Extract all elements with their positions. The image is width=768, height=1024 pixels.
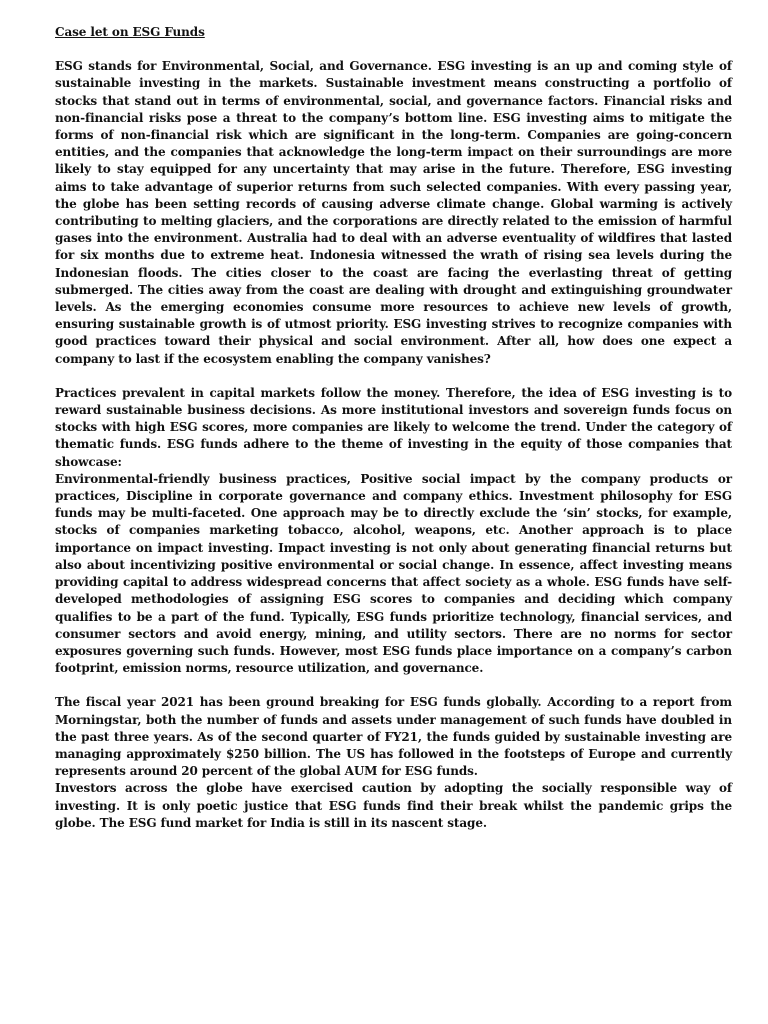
document-page xyxy=(55,24,732,832)
paragraph-esg-intro: ESG stands for Environmental, Social, and Governance. ESG investing is an up and coming style of sustainable investing in the markets. Sustainable investment means constructing a portfolio of stocks that stand out in terms of environmental, social, and governance factors. Financial risks and non-financial risks pose a threat to the company’s bottom line. ESG investing aims to mitigate the forms of non-financial risk which are significant in the long-term. Companies are going-concern entities, and the companies that acknowledge the long-term impact on their surroundings are more likely to stay equipped for any uncertainty that may arise in the future. Therefore, ESG investing aims to take advantage of superior returns from such selected companies. With every passing year, the globe has been setting records of causing adverse climate change. Global warming is actively contributing to melting glaciers, and the corporations are directly related to the emission of harmful gases into the environment. Australia had to deal with an adverse eventuality of wildfires that lasted for six months due to extreme heat. Indonesia witnessed the wrath of rising sea levels during the Indonesian floods. The cities closer to the coast are facing the everlasting threat of getting submerged. The cities away from the coast are dealing with drought and extinguishing groundwater levels. As the emerging economies consume more resources to achieve new levels of growth, ensuring sustainable growth is of utmost priority. ESG investing strives to recognize companies with good practices toward their physical and social environment. After all, how does one expect a company to last if the ecosystem enabling the company vanishes? xyxy=(55,59,732,366)
paragraph-gap xyxy=(55,677,732,694)
paragraph-gap xyxy=(55,368,732,385)
paragraph-fiscal-year: The fiscal year 2021 has been ground breaking for ESG funds globally. According to a report from Morningstar, both the number of funds and assets under management of such funds have doubled in the past three years. As of the second quarter of FY21, the funds guided by sustainable investing are managing approximately $250 billion. The US has followed in the footsteps of Europe and currently represents around 20 percent of the global AUM for ESG funds. xyxy=(55,695,732,779)
document-title: Case let on ESG Funds xyxy=(55,25,205,39)
paragraph-capital-markets: Practices prevalent in capital markets follow the money. Therefore, the idea of ESG investing is to reward sustainable business decisions. As more institutional investors and sovereign funds focus on stocks with high ESG scores, more companies are likely to welcome the trend. Under the category of thematic funds. ESG funds adhere to the theme of investing in the equity of those companies that showcase: xyxy=(55,385,732,469)
paragraph-investment-philosophy: Environmental-friendly business practices, Positive social impact by the company products or practices, Discipline in corporate governance and company ethics. Investment philosophy for ESG funds may be multi-faceted. One approach may be to directly exclude the ‘sin’ stocks, for example, stocks of companies marketing tobacco, alcohol, weapons, etc. Another approach is to place importance on impact investing. Impact investing is not only about generating financial returns but also about incentivizing positive environmental or social change. In essence, affect investing means providing capital to address widespread concerns that affect society as a whole. ESG funds have self-developed methodologies of assigning ESG scores to companies and deciding which company qualifies to be a part of the fund. Typically, ESG funds prioritize technology, financial services, and consumer sectors and avoid energy, mining, and utility sectors. There are no norms for sector exposures governing such funds. However, most ESG funds place importance on a company’s carbon footprint, emission norms, resource utilization, and governance. xyxy=(55,471,732,676)
paragraph-investors-global: Investors across the globe have exercised caution by adopting the socially responsible way of investing. It is only poetic justice that ESG funds find their break whilst the pandemic grips the globe. The ESG fund market for India is still in its nascent stage. xyxy=(55,781,732,830)
